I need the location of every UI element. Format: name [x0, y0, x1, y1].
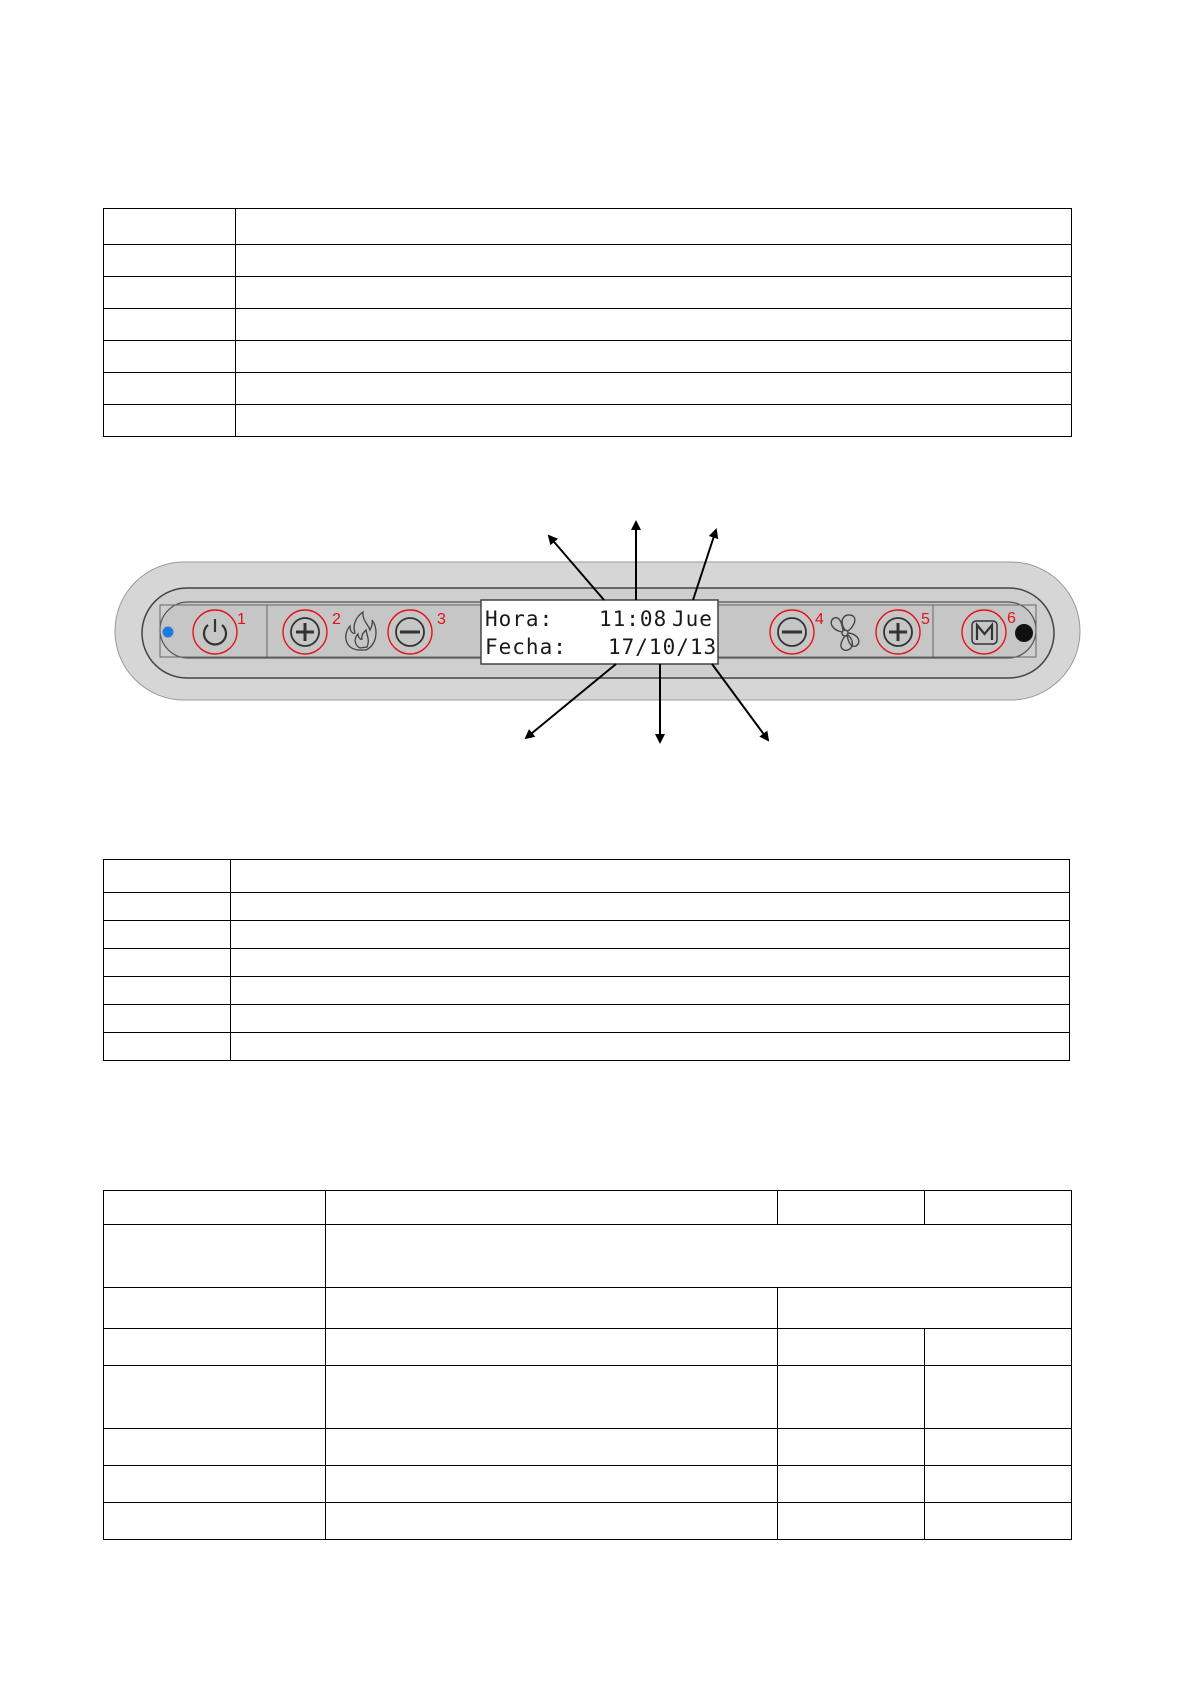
table-row: [104, 1288, 1072, 1329]
table-row: [104, 921, 1070, 949]
button-number-3: 3: [437, 611, 446, 628]
table-row: [104, 949, 1070, 977]
display-day-value: Jue: [672, 607, 713, 631]
table-row: [104, 977, 1070, 1005]
table-row: [104, 341, 1072, 373]
table-row: [104, 277, 1072, 309]
power-led: [163, 627, 174, 638]
table-row: [104, 893, 1070, 921]
table-row: [104, 1366, 1072, 1429]
button-number-1: 1: [237, 611, 246, 628]
table-row: [104, 209, 1072, 245]
button-number-4: 4: [815, 611, 824, 628]
table-row: [104, 1329, 1072, 1366]
display-date-value: 17/10/13: [608, 635, 718, 659]
control-panel-diagram: [110, 505, 1100, 745]
button-number-5: 5: [921, 611, 930, 628]
table-row: [104, 1503, 1072, 1540]
table-row: [104, 1033, 1070, 1061]
table-row: [104, 1005, 1070, 1033]
table-row: [104, 1225, 1072, 1288]
table-row: [104, 405, 1072, 437]
display-time-label: Hora:: [485, 607, 554, 631]
table-row: [104, 309, 1072, 341]
button-number-2: 2: [332, 611, 341, 628]
table-row: [104, 245, 1072, 277]
mode-led: [1015, 624, 1033, 642]
button-number-6: 6: [1007, 610, 1016, 627]
table-row: [104, 860, 1070, 893]
reference-table-bottom: [103, 1190, 1072, 1540]
display-time-value: 11:08: [599, 607, 668, 631]
reference-table-middle: [103, 859, 1070, 1061]
lcd-display: [481, 600, 718, 664]
table-row: [104, 1466, 1072, 1503]
display-date-label: Fecha:: [485, 635, 567, 659]
table-row: [104, 1429, 1072, 1466]
table-row: [104, 373, 1072, 405]
table-row: [104, 1191, 1072, 1225]
reference-table-top: [103, 208, 1072, 437]
